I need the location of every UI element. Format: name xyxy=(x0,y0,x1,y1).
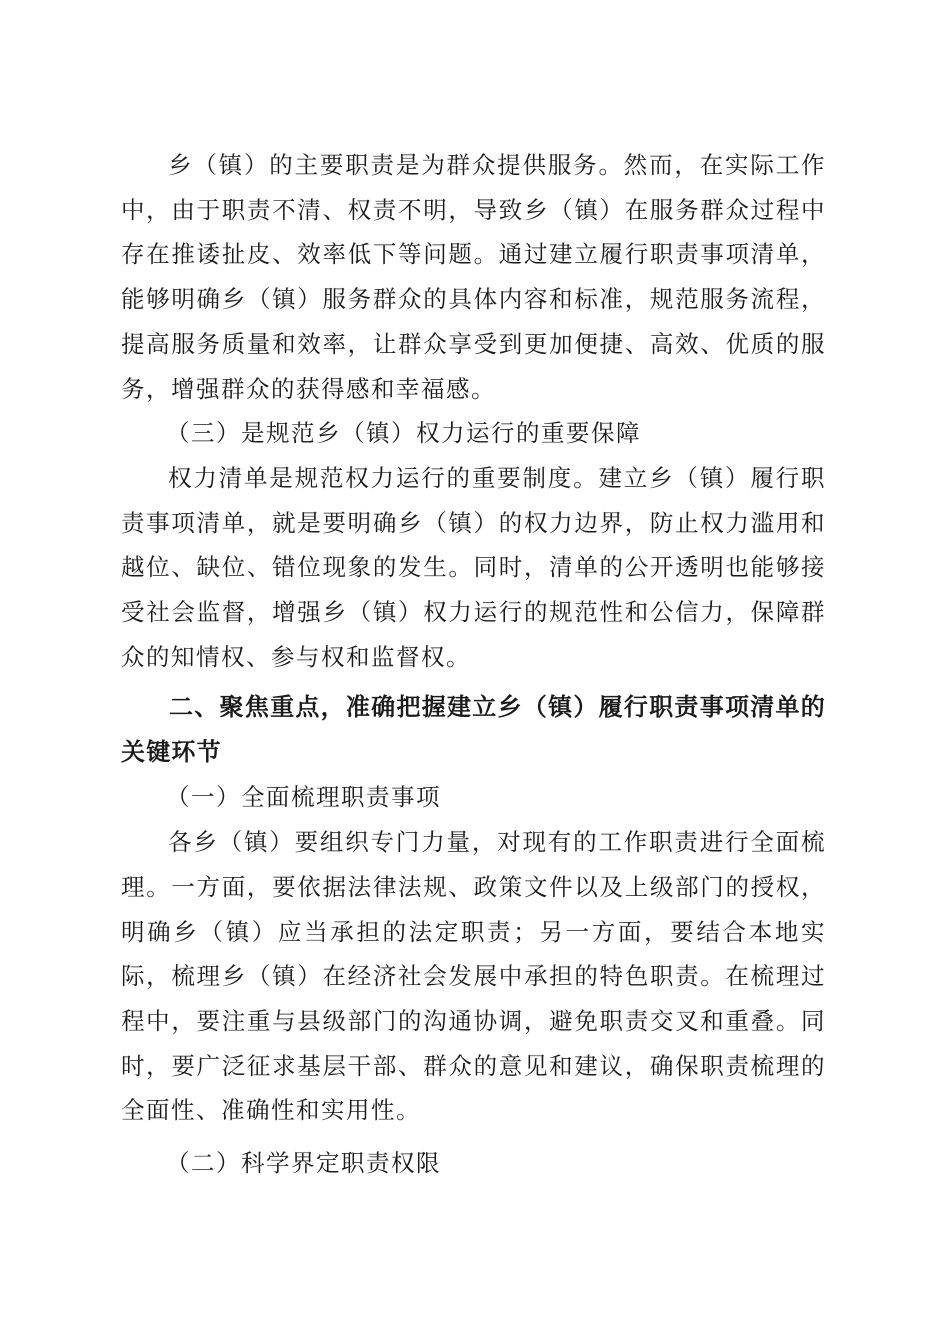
paragraph-service-duty: 乡（镇）的主要职责是为群众提供服务。然而，在实际工作中，由于职责不清、权责不明，导致乡（镇）在服务群众过程中存在推诿扯皮、效率低下等问题。通过建立履行职责事项清单，能够明确乡（镇）服务群众的具体内容和标准，规范服务流程，提高服务质量和效率，让群众享受到更加便捷、高效、优质的服务，增强群众的获得感和幸福感。 xyxy=(121,151,826,403)
subheading-power-regulation: （三）是规范乡（镇）权力运行的重要保障 xyxy=(166,419,641,448)
paragraph-power-list: 权力清单是规范权力运行的重要制度。建立乡（镇）履行职责事项清单，就是要明确乡（镇）的权力边界，防止权力滥用和越位、缺位、错位现象的发生。同时，清单的公开透明也能够接受社会监督，增强乡（镇）权力运行的规范性和公信力，保障群众的知情权、参与权和监督权。 xyxy=(121,463,826,671)
section-heading-two: 二、聚焦重点，准确把握建立乡（镇）履行职责事项清单的关键环节 xyxy=(121,693,826,767)
paragraph-sort-duties: 各乡（镇）要组织专门力量，对现有的工作职责进行全面梳理。一方面，要依据法律法规、政策文件以及上级部门的授权，明确乡（镇）应当承担的法定职责；另一方面，要结合本地实际，梳理乡（镇）在经济社会发展中承担的特色职责。在梳理过程中，要注重与县级部门的沟通协调，避免职责交叉和重叠。同时，要广泛征求基层干部、群众的意见和建议，确保职责梳理的全面性、准确性和实用性。 xyxy=(121,828,826,1125)
subheading-sort-duties: （一）全面梳理职责事项 xyxy=(166,783,441,812)
document-body xyxy=(121,143,826,1186)
subheading-define-authority: （二）科学界定职责权限 xyxy=(166,1149,441,1178)
